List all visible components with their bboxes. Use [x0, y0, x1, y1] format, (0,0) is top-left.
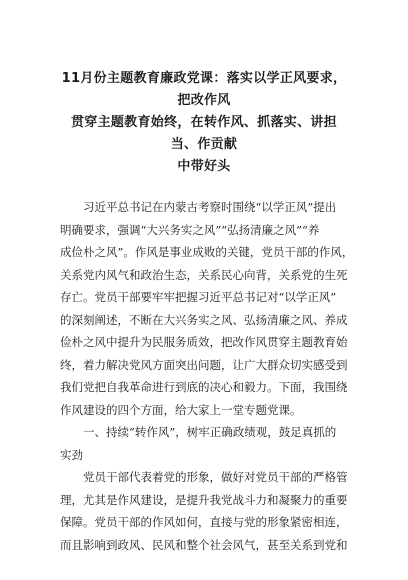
text-line: 作风建设的四个方面，给大家上一堂专题党课。 [60, 402, 302, 417]
text-line: 保障。党员干部的作风如何，直接与党的形象紧密相连， [60, 515, 348, 529]
heading-line: 一、持续“转作风”，树牢正确政绩观，鼓足真抓的 [60, 425, 337, 439]
intro-paragraph [60, 196, 354, 421]
title-line: 贯穿主题教育始终，在转作风、抓落实、讲担当、作贡献 [70, 115, 337, 152]
heading-line: 实劲 [60, 447, 83, 462]
text-line: 关系党内风气和政治生态，关系民心向背，关系党的生死 [60, 267, 348, 282]
text-line: 理，尤其是作风建设，是提升我党战斗力和凝聚力的重要 [60, 492, 348, 507]
text-line: 的深刻阐述，不断在大兴务实之风、弘扬清廉之风、养成 [60, 312, 348, 327]
text-line: 习近平总书记在内蒙古考察时围绕“以学正风”提出 [60, 200, 337, 214]
title-line: 11月份主题教育廉政党课：落实以学正风要求，把改作风 [61, 71, 347, 108]
section-heading [60, 421, 348, 466]
text-line: 明确要求，强调“大兴务实之风”“弘扬清廉之风”“养 [60, 222, 320, 237]
document-title [60, 68, 348, 178]
title-line: 中带好头 [177, 159, 231, 174]
text-line: 成俭朴之风”。作风是事业成败的关键，党员干部的作风， [60, 245, 354, 259]
text-line: 俭朴之风中提升为民服务质效，把改作风贯穿主题教育始 [60, 335, 348, 349]
text-line: 党员干部代表着党的形象，做好对党员干部的严格管 [60, 470, 348, 484]
text-line: 而且影响到政风、民风和整个社会风气，甚至关系到党和 [60, 537, 348, 552]
text-line: 终，着力解决党风方面突出问题，让广大群众切实感受到 [60, 357, 348, 372]
text-line: 存亡。党员干部要牢牢把握习近平总书记对“以学正风” [60, 290, 337, 304]
body-paragraph [60, 466, 348, 556]
text-line: 我们党把自我革命进行到底的决心和毅力。下面，我围绕 [60, 380, 348, 394]
